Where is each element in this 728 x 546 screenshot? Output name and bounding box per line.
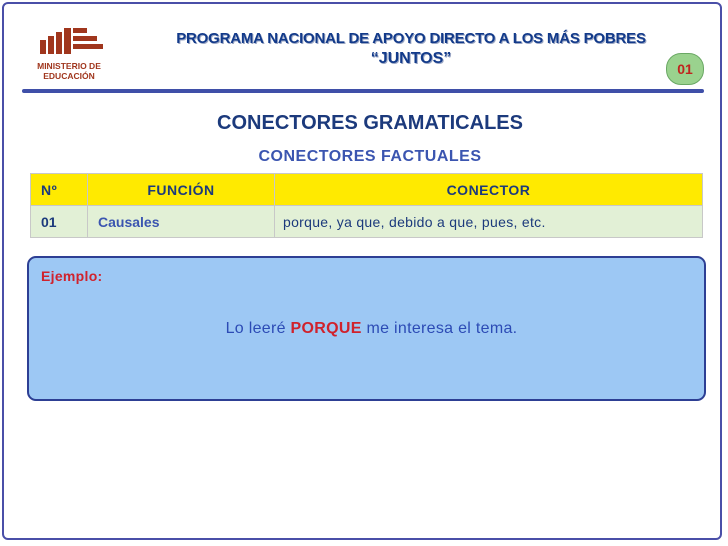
program-title: PROGRAMA NACIONAL DE APOYO DIRECTO A LOS MÁS POBRES xyxy=(176,30,646,47)
row-function: Causales xyxy=(88,206,275,238)
row-number: 01 xyxy=(31,206,88,238)
table-header-row xyxy=(31,174,703,206)
page-subtitle: CONECTORES FACTUALES xyxy=(258,148,482,165)
example-sentence xyxy=(29,320,704,338)
example-label: Ejemplo: xyxy=(41,268,103,284)
row-connector: porque, ya que, debido a que, pues, etc. xyxy=(275,206,703,238)
slide-number-badge: 01 xyxy=(666,53,704,85)
example-keyword: PORQUE xyxy=(290,320,362,337)
program-name: “JUNTOS” xyxy=(370,50,452,67)
ministry-name: MINISTERIO DE EDUCACIÓN xyxy=(37,61,101,81)
connectors-table xyxy=(30,173,703,238)
page-title: CONECTORES GRAMATICALES xyxy=(217,112,523,134)
example-box xyxy=(27,256,706,401)
header-divider xyxy=(22,89,704,93)
column-header-number: Nº xyxy=(31,174,88,206)
example-text-before: Lo leeré xyxy=(225,320,291,337)
column-header-function: FUNCIÓN xyxy=(88,174,275,206)
column-header-connector: CONECTOR xyxy=(275,174,703,206)
example-text-after: me interesa el tema. xyxy=(361,320,518,337)
table-row xyxy=(31,206,703,238)
